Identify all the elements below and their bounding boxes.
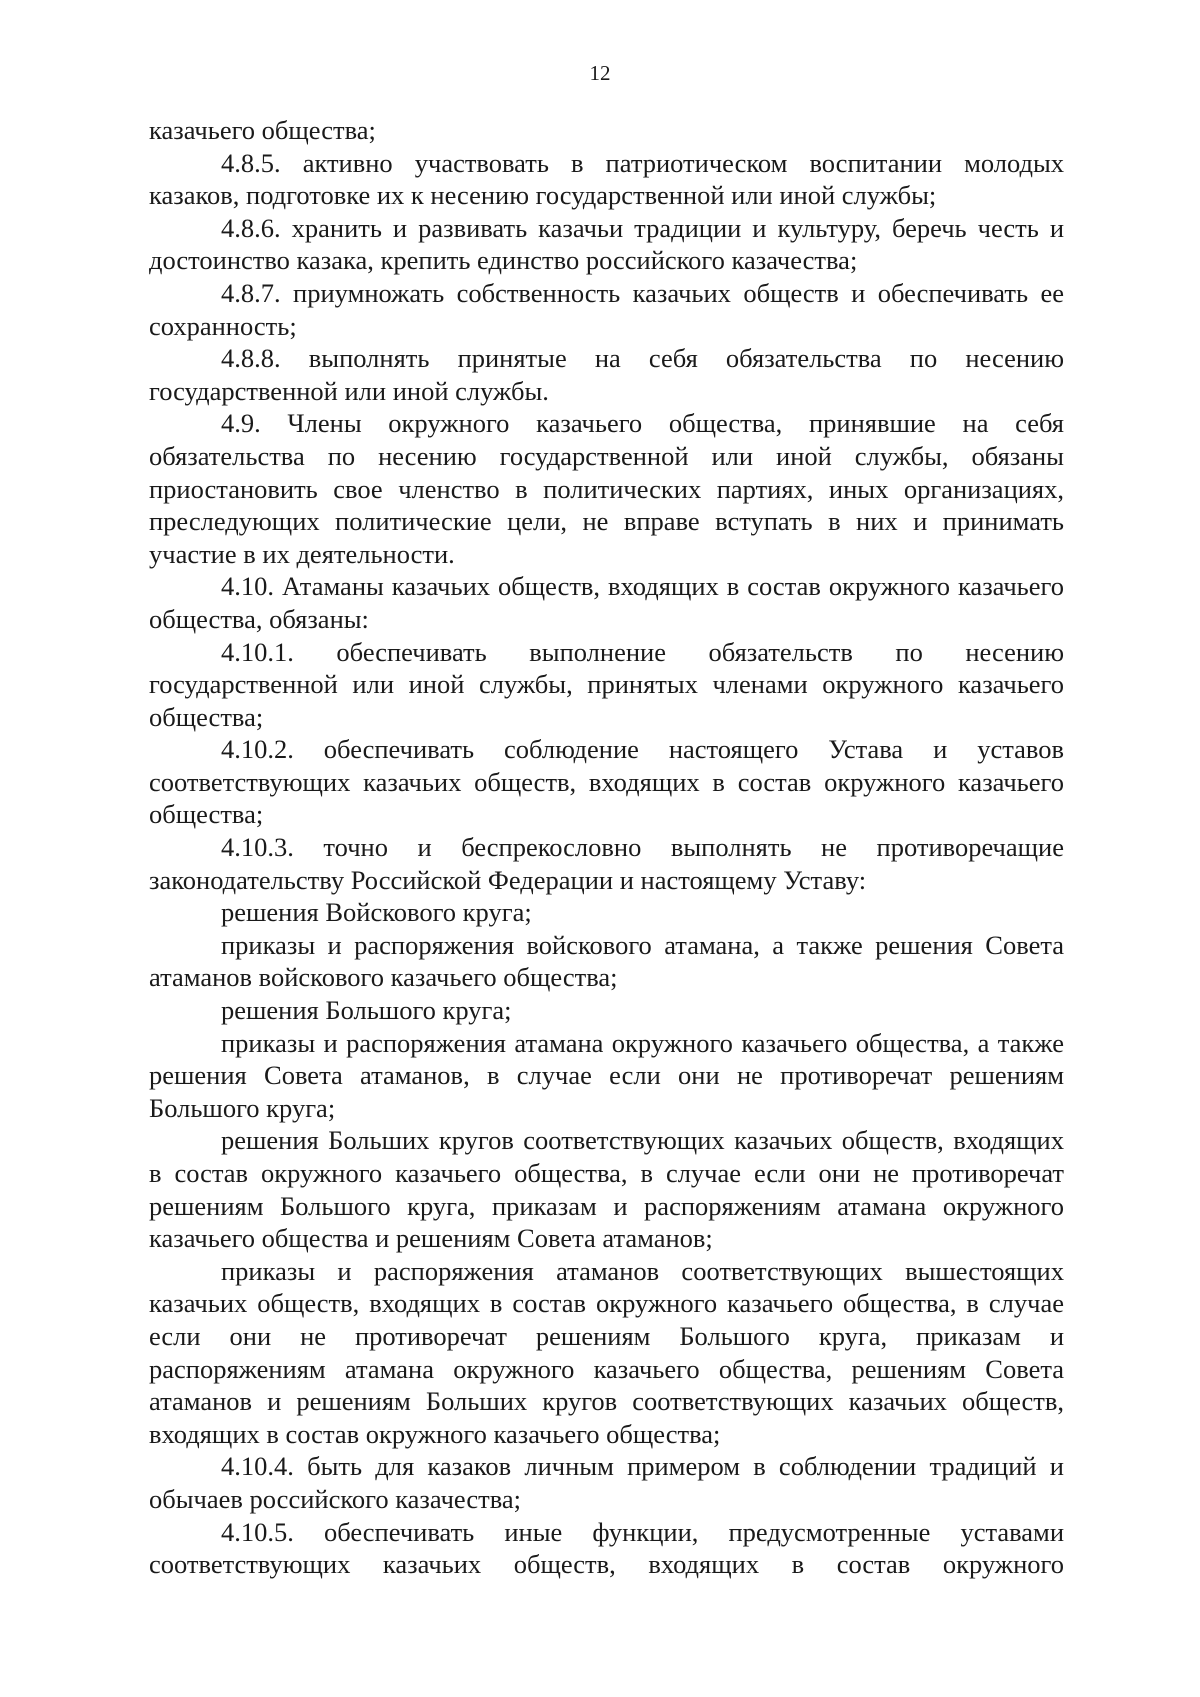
paragraph-4-10: 4.10. Атаманы казачьих обществ, входящих в состав окружного казачьего общества, обязаны: <box>149 571 1064 634</box>
list-item-okruzhnoi-ataman-orders: приказы и распоряжения атамана окружного казачьего общества, а также решения Совета атаманов, в случае если они не противоречат решениям Большого круга; <box>149 1027 1064 1123</box>
paragraph-continuation: казачьего общества; <box>149 115 376 145</box>
paragraph-4-10-3: 4.10.3. точно и беспрекословно выполнять не противоречащие законодательству Российской Федерации и настоящему Уставу: <box>149 832 1064 895</box>
list-item-higher-atamans-orders: приказы и распоряжения атаманов соответствующих вышестоящих казачьих обществ, входящих в состав окружного казачьего общества, в случае если они не противоречат решениям Большого круга, приказам и распоряжениям атамана окружного казачьего общества, решениям Совета атаманов и решениям Больших кругов соответствующих казачьих обществ, входящих в состав окружного казачьего общества; <box>149 1255 1064 1449</box>
list-item-bolshie-krugi-decisions: решения Больших кругов соответствующих казачьих обществ, входящих в состав окружного казачьего общества, в случае если они не противоречат решениям Большого круга, приказам и распоряжениям атамана окружного казачьего общества и решениям Совета атаманов; <box>149 1125 1064 1254</box>
paragraph-4-10-2: 4.10.2. обеспечивать соблюдение настоящего Устава и уставов соответствующих казачьих обществ, входящих в состав окружного казачьего общества; <box>149 734 1064 830</box>
list-item-voiskovoi-krug: решения Войскового круга; <box>221 897 532 928</box>
paragraph-4-8-7: 4.8.7. приумножать собственность казачьих обществ и обеспечивать ее сохранность; <box>149 277 1064 341</box>
paragraph-4-10-4: 4.10.4. быть для казаков личным примером в соблюдении традиций и обычаев российского казачества; <box>149 1451 1064 1514</box>
paragraph-4-10-5: 4.10.5. обеспечивать иные функции, предусмотренные уставами соответствующих казачьих обществ, входящих в состав окружного <box>149 1516 1064 1580</box>
paragraph-4-8-5: 4.8.5. активно участвовать в патриотическом воспитании молодых казаков, подготовке их к несению государственной или иной службы; <box>149 147 1064 211</box>
paragraph-4-8-6: 4.8.6. хранить и развивать казачьи традиции и культуру, беречь честь и достоинство казака, крепить единство российского казачества; <box>149 212 1064 276</box>
document-body <box>149 114 1064 1581</box>
list-item-bolshoi-krug: решения Большого круга; <box>221 995 512 1026</box>
page-number: 12 <box>589 61 611 85</box>
paragraph-4-10-1: 4.10.1. обеспечивать выполнение обязательств по несению государственной или иной службы, принятых членами окружного казачьего общества; <box>149 636 1064 732</box>
paragraph-4-9: 4.9. Члены окружного казачьего общества, принявшие на себя обязательства по несению государственной или иной службы, обязаны приостановить свое членство в политических партиях, иных организациях, преследующих политические цели, не вправе вступать в них и принимать участие в их деятельности. <box>149 408 1064 569</box>
paragraph-4-8-8: 4.8.8. выполнять принятые на себя обязательства по несению государственной или иной службы. <box>149 343 1064 406</box>
list-item-voiskovoi-ataman-orders: приказы и распоряжения войскового атамана, а также решения Совета атаманов войскового казачьего общества; <box>149 929 1064 993</box>
